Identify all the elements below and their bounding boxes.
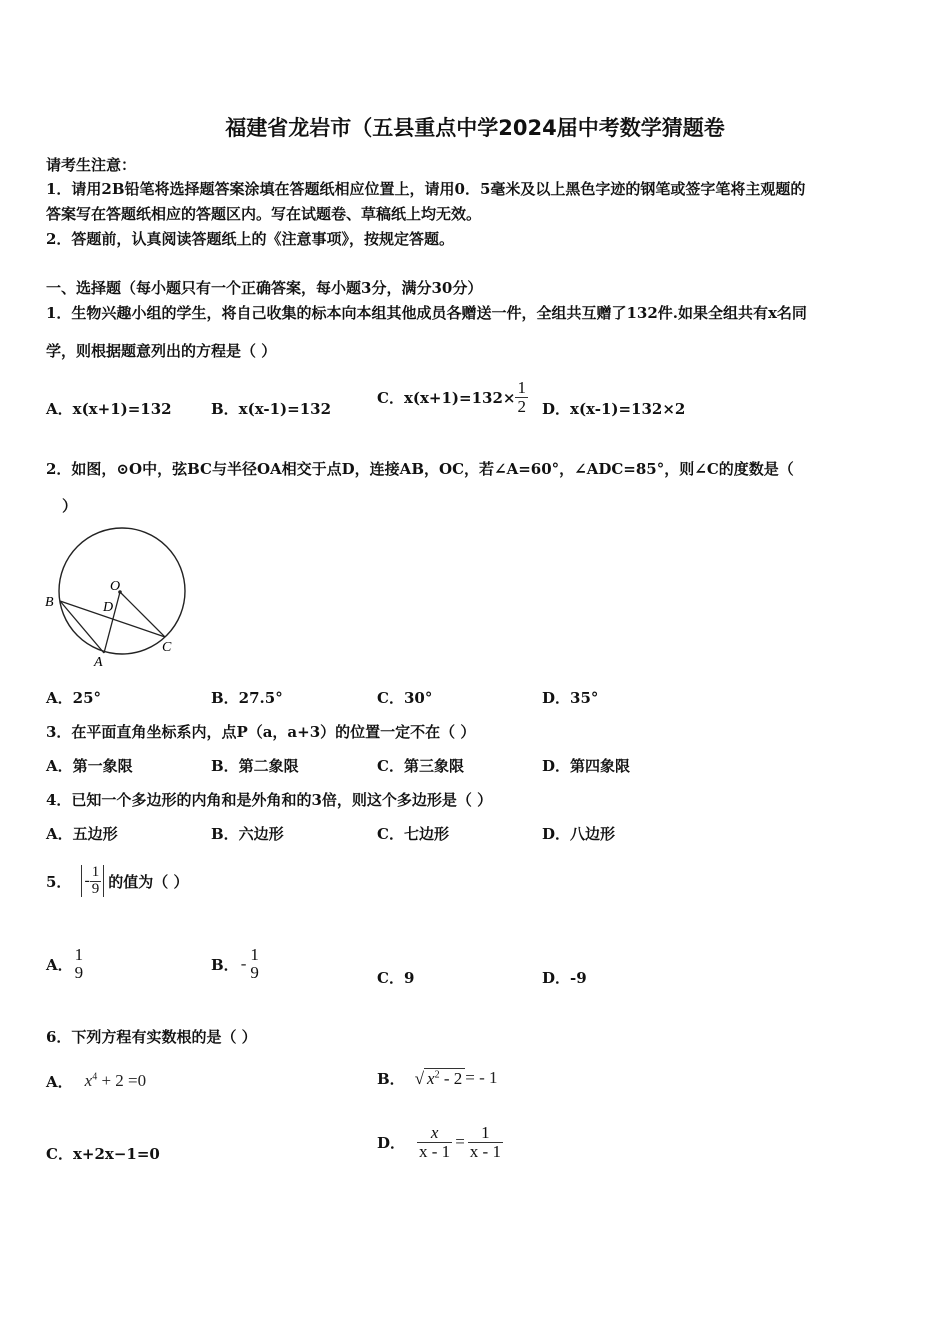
q5-a-denominator: 9 <box>74 963 84 982</box>
q1-option-b: B．x(x-1)=132 <box>211 400 332 418</box>
q6-a-exp: 4 <box>92 1071 98 1083</box>
notice-line-1: 1．请用2B铅笔将选择题答案涂填在答题纸相应位置上，请用0．5毫米及以上黑色字迹的钢笔或签字笔将主观题的 <box>46 180 806 198</box>
q1-option-d: D．x(x-1)=132×2 <box>542 400 686 418</box>
section-heading: 一、选择题（每小题只有一个正确答案，每小题3分，满分30分） <box>46 279 483 297</box>
q6-a-var: x <box>84 1071 93 1090</box>
q2-option-d: D．35° <box>542 689 599 707</box>
q4-option-d: D．八边形 <box>542 825 616 843</box>
page-title: 福建省龙岩市（五县重点中学2024届中考数学猜题卷 <box>225 116 725 140</box>
q1-c-numerator: 1 <box>517 377 526 397</box>
q5-a-label: A． <box>46 955 73 974</box>
q2-stem-line2: ） <box>62 497 78 515</box>
q5-abs-denominator: 9 <box>91 880 100 897</box>
label-c: C <box>162 640 172 655</box>
q6-d-fraction-left <box>417 1124 452 1161</box>
q5-a-numerator: 1 <box>74 945 84 965</box>
q6-b-radicand <box>424 1068 465 1089</box>
q4-stem: 4．已知一个多边形的内角和是外角和的3倍，则这个多边形是（ ） <box>46 791 493 809</box>
circle-diagram <box>40 522 200 672</box>
q3-stem: 3．在平面直角坐标系内，点P（a，a+3）的位置一定不在（ ） <box>46 723 476 741</box>
q6-option-a <box>46 1066 146 1096</box>
q1-option-c-fraction <box>515 379 528 416</box>
radius-oc <box>120 592 165 637</box>
q4-option-a: A．五边形 <box>46 825 118 843</box>
q6-b-exp: 2 <box>434 1068 440 1080</box>
q6-option-b <box>377 1060 498 1096</box>
notice-heading: 请考生注意： <box>46 156 137 174</box>
q3-option-b: B．第二象限 <box>211 757 299 775</box>
q1-option-c-text: C．x(x+1)=132× <box>377 388 516 407</box>
q4-option-b: B．六边形 <box>211 825 284 843</box>
label-a: A <box>94 655 103 670</box>
q6-d-numerator-left: x <box>430 1122 439 1142</box>
q6-option-c: C．x+2x−1=0 <box>46 1145 160 1163</box>
q2-stem-line1: 2．如图，⊙O中，弦BC与半径OA相交于点D，连接AB，OC，若∠A=60°，∠ADC=85°，则∠C的度数是（ <box>46 460 794 478</box>
q5-option-b <box>211 941 261 987</box>
q5-b-sign: - <box>240 954 247 973</box>
q6-d-label: D． <box>377 1133 406 1152</box>
q5-abs-sign: - <box>84 872 90 889</box>
q3-option-d: D．第四象限 <box>542 757 631 775</box>
q6-b-inner-rest: - 2 <box>439 1068 463 1088</box>
q2-option-c: C．30° <box>377 689 433 707</box>
q5-abs-numerator: 1 <box>91 863 100 880</box>
q6-b-var: x <box>427 1068 435 1088</box>
q2-option-a: A．25° <box>46 689 102 707</box>
label-d: D <box>103 600 114 615</box>
radical-sign-icon: √ <box>414 1068 425 1088</box>
q1-option-a: A．x(x+1)=132 <box>46 400 172 418</box>
q6-b-label: B． <box>377 1069 405 1088</box>
q6-d-equals: = <box>455 1132 465 1151</box>
q5-absolute-value <box>81 865 104 898</box>
notice-line-3: 2．答题前，认真阅读答题纸上的《注意事项》，按规定答题。 <box>46 230 454 248</box>
q6-b-sqrt <box>415 1068 466 1089</box>
q1-stem-line2: 学，则根据题意列出的方程是（ ） <box>46 342 277 360</box>
q6-d-denominator-right: x - 1 <box>469 1141 501 1161</box>
circle-o <box>59 528 185 654</box>
q5-b-denominator: 9 <box>250 963 259 982</box>
q5-option-a <box>46 941 85 987</box>
label-o: O <box>110 579 121 594</box>
q3-option-a: A．第一象限 <box>46 757 133 775</box>
q6-a-label: A． <box>46 1072 73 1091</box>
q1-option-c <box>377 372 528 422</box>
q5-b-numerator: 1 <box>250 945 259 965</box>
q4-option-c: C．七边形 <box>377 825 449 843</box>
label-b: B <box>45 595 54 610</box>
q6-d-numerator-right: 1 <box>481 1122 490 1142</box>
q1-c-denominator: 2 <box>517 396 526 416</box>
q6-option-d <box>377 1118 503 1166</box>
q5-option-d: D．-9 <box>542 969 587 987</box>
q5-number: 5． <box>46 872 72 891</box>
q1-stem-line1: 1．生物兴趣小组的学生，将自己收集的标本向本组其他成员各赠送一件，全组共互赠了132件.如果全组共有x名同 <box>46 304 807 322</box>
q5-b-label: B． <box>211 955 239 974</box>
q6-stem: 6．下列方程有实数根的是（ ） <box>46 1028 257 1046</box>
q5-stem <box>46 858 189 904</box>
q6-d-fraction-right <box>468 1124 503 1161</box>
q5-option-c: C．9 <box>377 969 415 987</box>
q5-suffix: 的值为（ ） <box>108 872 189 891</box>
q2-option-b: B．27.5° <box>211 689 283 707</box>
q5-abs-fraction <box>90 865 102 898</box>
q6-b-rest: = - 1 <box>465 1068 498 1087</box>
notice-line-2: 答案写在答题纸相应的答题区内。写在试题卷、草稿纸上均无效。 <box>46 205 482 223</box>
q6-d-denominator-left: x - 1 <box>419 1141 451 1161</box>
q5-a-fraction <box>73 946 86 982</box>
q6-a-equation <box>85 1071 146 1091</box>
q3-option-c: C．第三象限 <box>377 757 464 775</box>
q5-b-fraction <box>248 946 261 982</box>
q6-a-rest: + 2 =0 <box>97 1071 147 1090</box>
